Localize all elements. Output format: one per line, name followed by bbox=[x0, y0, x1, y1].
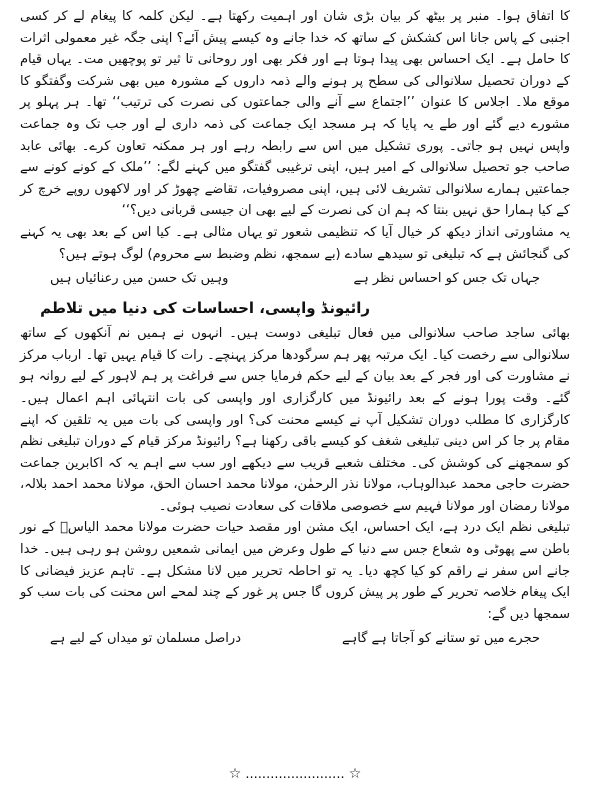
verse-2-first-hemistich: حجرے میں تو ستانے کو آجاتا ہے گاہے bbox=[342, 631, 540, 647]
verse-1-second-hemistich: وہیں تک حسن میں رعنائیاں ہیں bbox=[50, 271, 229, 287]
section-end-divider bbox=[0, 766, 590, 782]
star-icon: ☆ bbox=[228, 766, 242, 782]
star-icon: ☆ bbox=[348, 766, 362, 782]
paragraph-4: تبلیغی نظم ایک درد ہے، ایک احساس، ایک مشن اور مقصد حیات حضرت مولانا محمد الیاسؒ کے نور باطن سے پھوٹی وہ شعاع جس سے دنیا کے طول وعرض میں ایمانی شمعیں روشن ہو رہی ہیں۔ خدا جانے اس سفر نے راقم کو کیا کچھ دیا۔ یہ تو احاطہ تحریر میں لانا مشکل ہے۔ تاہم عزیز فیضانی کا ایک پیغام خلاصہ تحریر کے طور پر پیش کروں گا جس پر غور کے چند لمحے اس محنت کی بات سب کو سمجھا دیں گے: bbox=[20, 520, 570, 622]
paragraph-3: بھائی ساجد صاحب سلانوالی میں فعال تبلیغی دوست ہیں۔ انہوں نے ہمیں نم آنکھوں کے ساتھ سلانوالی سے رخصت کیا۔ ایک مرتبہ پھر ہم سرگودھا مرکز پہنچے۔ رات کا قیام یہیں تھا۔ ارباب مرکز نے مشاورت کی اور فجر کے بعد بیان کے لیے حکم فرمایا جس سے فراغت پر ہم لاہور کے لیے روانہ ہو گئے۔ وقت پورا ہونے کے بعد رائیونڈ میں کارگزاری اور واپسی کی بات انتہائی اہم اعمال ہیں۔ کارگزاری کا مطلب دوران تشکیل آپ نے کیسے محنت کی؟ اور واپسی کی بات میں یہ تلقین کہ اپنے مقام پر جا کر اس دینی تبلیغی شغف کو کیسے باقی رکھنا ہے؟ رائیونڈ مرکز قیام کے دوران تبلیغی نظم کو سمجھنے کی کوشش کی۔ مختلف شعبے قریب سے دیکھے اور سب سے اہم یہ کہ اکابرین جماعت حضرت حاجی محمد عبدالوہاب، مولانا نذر الرحمٰن، مولانا محمد احسان الحق، مولانا محمد احمد بلالہ، مولانا رمضان اور مولانا فہیم سے خصوصی ملاقات کی سعادت نصیب ہوئی۔ bbox=[20, 326, 570, 514]
verse-1-first-hemistich: جہاں تک جس کو احساس نظر ہے bbox=[353, 271, 540, 287]
verse-2-second-hemistich: دراصل مسلمان تو میداں کے لیے ہے bbox=[50, 631, 241, 647]
section-heading: رائیونڈ واپسی، احساسات کی دنیا میں تلاطم bbox=[40, 299, 370, 318]
paragraph-1: کا اتفاق ہوا۔ منبر پر بیٹھ کر بیان بڑی شان اور اہمیت رکھتا ہے۔ لیکن کلمہ کا پیغام لے کر کسی اجنبی کے پاس جانا اس کشکش کے ساتھ کہ خدا جانے وہ کیسے پیش آئے؟ اپنی جگہ غیر معمولی اثرات کا حامل ہے۔ ایک احساس بھی پیدا ہوتا ہے اور فکر بھی اور روحانی تا ثیر تو پوچھیں مت۔ یہاں قیام کے دوران تحصیل سلانوالی کی سطح پر ہونے والے ذمہ داروں کے مشورہ میں بھی شرکت وگفتگو کا موقع ملا۔ اجلاس کا عنوان ’’اجتماع سے آنے والی جماعتوں کی نصرت کی ترتیب‘‘ تھا۔ ہر پہلو پر مشورے دیے گئے اور طے یہ پایا کہ ہر مسجد ایک جماعت کی ذمہ داری لے اور جب تک وہ جماعت واپس نہیں ہو جاتی۔ پوری تشکیل میں اس سے رابطہ رہے اور ہر ممکنہ تعاون کرے۔ بھائی عابد صاحب جو تحصیل سلانوالی کے امیر ہیں، اپنی ترغیبی گفتگو میں کہنے لگے: ’’ملک کے کونے کونے سے جماعتیں ہمارے سلانوالی تشریف لائی ہیں، اپنی مصروفیات، تقاضے چھوڑ کر اور لاکھوں روپے خرچ کر کے کیا ہمارا حق نہیں بنتا کہ ہم ان کی نصرت کے لیے بھی ان جیسی قربانی دیں؟‘‘ bbox=[20, 9, 570, 219]
verse-couplet-2 bbox=[20, 627, 570, 651]
verse-couplet-1 bbox=[20, 267, 570, 291]
divider-dots: ........................ bbox=[245, 767, 345, 782]
paragraph-2: یہ مشاورتی انداز دیکھ کر خیال آیا کہ تنظیمی شعور تو یہاں مثالی ہے۔ کیا اس کے بعد بھی یہ کہنے کی گنجائش ہے کہ تبلیغی تو سیدھے سادے (بے سمجھ، نظم وضبط سے محروم) لوگ ہوتے ہیں؟ bbox=[20, 224, 570, 262]
